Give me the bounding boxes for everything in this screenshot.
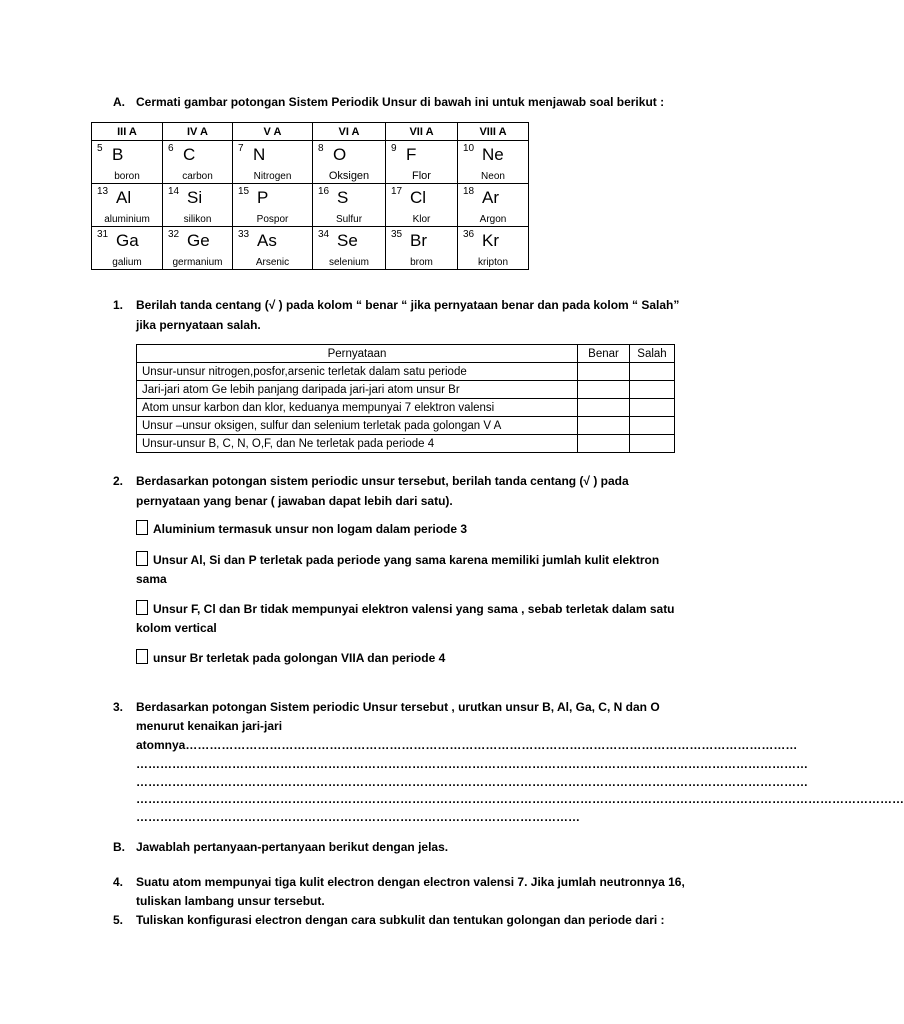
atomic-number: 16 <box>318 186 330 197</box>
atomic-number: 13 <box>97 186 109 197</box>
element-cell <box>163 184 233 227</box>
element-cell <box>386 141 458 184</box>
period-row <box>92 227 529 270</box>
table-row <box>137 399 675 417</box>
element-name: Sulfur <box>335 214 363 225</box>
element-symbol: S <box>337 188 349 207</box>
atomic-number: 34 <box>318 229 330 240</box>
group-header: V A <box>233 123 313 141</box>
question-5-number: 5. <box>113 913 124 927</box>
element-name: Argon <box>479 214 507 225</box>
question-4-text-line2: tuliskan lambang unsur tersebut. <box>136 894 325 908</box>
atomic-number: 10 <box>463 143 475 154</box>
question-3-number: 3. <box>113 700 124 714</box>
section-b-label: B. <box>113 840 125 854</box>
element-symbol: Kr <box>482 231 499 250</box>
answer-dots: …………………………………………………………………………………………………………………………………………………… <box>136 757 808 771</box>
group-header: III A <box>92 123 163 141</box>
table-row <box>137 435 675 453</box>
element-name: Klor <box>412 214 431 225</box>
option-4-text: unsur Br terletak pada golongan VIIA dan periode 4 <box>153 651 446 665</box>
answer-dots: ………………………………………………………………………………………………… <box>136 810 580 824</box>
group-header: IV A <box>163 123 233 141</box>
question-3-text-line2: menurut kenaikan jari-jari <box>136 719 283 733</box>
column-header-true: Benar <box>578 345 630 363</box>
element-name: Pospor <box>256 214 289 225</box>
atomic-number: 17 <box>391 186 403 197</box>
false-answer-cell[interactable] <box>630 363 675 381</box>
atomic-number: 18 <box>463 186 475 197</box>
element-cell <box>92 141 163 184</box>
element-symbol: Al <box>116 188 132 207</box>
statement-table-header <box>137 345 675 363</box>
element-cell <box>92 227 163 270</box>
false-answer-cell[interactable] <box>630 435 675 453</box>
element-name: Nitrogen <box>253 171 292 182</box>
atomic-number: 7 <box>238 143 244 154</box>
checkbox-icon[interactable] <box>136 520 148 535</box>
option-1 <box>136 520 467 536</box>
section-a-instruction: Cermati gambar potongan Sistem Periodik Unsur di bawah ini untuk menjawab soal berikut : <box>136 95 665 109</box>
element-name: Flor <box>412 170 431 182</box>
periodic-table <box>91 122 529 270</box>
statement-cell: Unsur-unsur B, C, N, O,F, dan Ne terletak pada periode 4 <box>137 435 578 453</box>
element-cell <box>458 184 529 227</box>
question-1-number: 1. <box>113 298 124 312</box>
element-name: germanium <box>172 257 223 268</box>
element-symbol: C <box>183 145 196 164</box>
atomic-number: 8 <box>318 143 324 154</box>
table-row <box>137 363 675 381</box>
atomic-number: 5 <box>97 143 103 154</box>
element-symbol: O <box>333 145 347 164</box>
atomic-number: 9 <box>391 143 397 154</box>
element-cell <box>458 141 529 184</box>
element-cell <box>233 227 313 270</box>
element-cell <box>233 141 313 184</box>
element-name: silikon <box>183 214 212 225</box>
question-2-text-line2: pernyataan yang benar ( jawaban dapat lebih dari satu). <box>136 494 453 508</box>
atomic-number: 36 <box>463 229 475 240</box>
true-answer-cell[interactable] <box>578 363 630 381</box>
question-3-text-line3: atomnya……………………………………………………………………………………………………………………………………… <box>136 738 798 752</box>
statement-table <box>136 344 675 453</box>
element-name: galium <box>112 257 142 268</box>
question-3-text-line1: Berdasarkan potongan Sistem periodic Unsur tersebut , urutkan unsur B, Al, Ga, C, N dan O <box>136 700 660 714</box>
atomic-number: 6 <box>168 143 174 154</box>
option-1-text: Aluminium termasuk unsur non logam dalam periode 3 <box>153 522 468 536</box>
option-2-text-line2: sama <box>136 572 167 586</box>
option-4 <box>136 649 445 665</box>
element-symbol: Ne <box>482 145 504 164</box>
element-cell <box>163 227 233 270</box>
answer-line[interactable] <box>136 738 798 752</box>
element-name: Oksigen <box>328 170 370 182</box>
atomic-number: 15 <box>238 186 250 197</box>
atomic-number: 33 <box>238 229 250 240</box>
element-cell <box>233 184 313 227</box>
element-name: carbon <box>182 171 213 182</box>
element-symbol: F <box>406 145 417 164</box>
column-header-false: Salah <box>630 345 675 363</box>
atomic-number: 31 <box>97 229 109 240</box>
group-header: VIII A <box>458 123 529 141</box>
answer-dots: ………………………………………………………………………………………………………………………………………………………………………… <box>136 792 904 806</box>
option-2-text: Unsur Al, Si dan P terletak pada periode yang sama karena memiliki jumlah kulit elektron <box>153 553 660 567</box>
element-name: Arsenic <box>255 257 290 268</box>
option-3-text-line2: kolom vertical <box>136 621 217 635</box>
element-symbol: P <box>257 188 269 207</box>
atomic-number: 32 <box>168 229 180 240</box>
answer-line[interactable] <box>136 810 580 824</box>
option-3 <box>136 600 675 616</box>
element-symbol: Br <box>410 231 427 250</box>
table-row <box>137 381 675 399</box>
element-symbol: Ge <box>187 231 210 250</box>
period-row <box>92 141 529 184</box>
question-4-number: 4. <box>113 875 124 889</box>
checkbox-icon[interactable] <box>136 600 148 615</box>
element-name: aluminium <box>104 214 150 225</box>
element-symbol: Si <box>187 188 203 207</box>
element-cell <box>163 141 233 184</box>
answer-line[interactable] <box>136 792 904 806</box>
element-symbol: Ga <box>116 231 139 250</box>
element-symbol: As <box>257 231 277 250</box>
question-2-number: 2. <box>113 474 124 488</box>
element-name: selenium <box>328 257 370 268</box>
true-answer-cell[interactable] <box>578 417 630 435</box>
element-cell <box>386 184 458 227</box>
column-header-statement: Pernyataan <box>137 345 578 363</box>
true-answer-cell[interactable] <box>578 435 630 453</box>
section-b-instruction: Jawablah pertanyaan-pertanyaan berikut dengan jelas. <box>136 840 449 854</box>
element-cell <box>386 227 458 270</box>
element-symbol: Se <box>337 231 358 250</box>
element-cell <box>458 227 529 270</box>
element-cell <box>313 227 386 270</box>
element-symbol: Cl <box>410 188 427 207</box>
false-answer-cell[interactable] <box>630 417 675 435</box>
element-name: brom <box>410 257 433 268</box>
option-3-text: Unsur F, Cl dan Br tidak mempunyai elektron valensi yang sama , sebab terletak dalam satu <box>153 602 675 616</box>
element-symbol: Ar <box>482 188 499 207</box>
question-1-text-line2: jika pernyataan salah. <box>136 318 261 332</box>
answer-line[interactable] <box>136 757 808 771</box>
statement-cell: Unsur-unsur nitrogen,posfor,arsenic terletak dalam satu periode <box>137 363 578 381</box>
atomic-number: 35 <box>391 229 403 240</box>
checkbox-icon[interactable] <box>136 649 148 664</box>
question-5-text-line1: Tuliskan konfigurasi electron dengan cara subkulit dan tentukan golongan dan periode dari : <box>136 913 665 927</box>
element-symbol: N <box>253 145 266 164</box>
period-row <box>92 184 529 227</box>
element-cell <box>92 184 163 227</box>
question-1-text-line1: Berilah tanda centang (√ ) pada kolom “ benar “ jika pernyataan benar dan pada kolom “ Salah” <box>136 298 680 312</box>
checkbox-icon[interactable] <box>136 551 148 566</box>
option-2 <box>136 551 659 567</box>
statement-cell: Unsur –unsur oksigen, sulfur dan selenium terletak pada golongan V A <box>137 417 578 435</box>
true-answer-cell[interactable] <box>578 399 630 417</box>
question-2-text-line1: Berdasarkan potongan sistem periodic unsur tersebut, berilah tanda centang (√ ) pada <box>136 474 629 488</box>
element-name: kripton <box>477 257 508 268</box>
true-answer-cell[interactable] <box>578 381 630 399</box>
section-a-label: A. <box>113 95 125 109</box>
element-cell <box>313 141 386 184</box>
element-name: Neon <box>481 171 505 182</box>
false-answer-cell[interactable] <box>630 399 675 417</box>
group-header: VII A <box>386 123 458 141</box>
question-4-text-line1: Suatu atom mempunyai tiga kulit electron dengan electron valensi 7. Jika jumlah neutronnya 16, <box>136 875 685 889</box>
group-header: VI A <box>313 123 386 141</box>
periodic-table-header-row <box>92 123 529 141</box>
false-answer-cell[interactable] <box>630 381 675 399</box>
statement-cell: Jari-jari atom Ge lebih panjang daripada jari-jari atom unsur Br <box>137 381 578 399</box>
answer-dots: …………………………………………………………………………………………………………………………………………………… <box>136 775 808 789</box>
answer-line[interactable] <box>136 775 808 789</box>
atomic-number: 14 <box>168 186 180 197</box>
statement-cell: Atom unsur karbon dan klor, keduanya mempunyai 7 elektron valensi <box>137 399 578 417</box>
table-row <box>137 417 675 435</box>
element-name: boron <box>114 171 140 182</box>
element-symbol: B <box>112 145 124 164</box>
element-cell <box>313 184 386 227</box>
